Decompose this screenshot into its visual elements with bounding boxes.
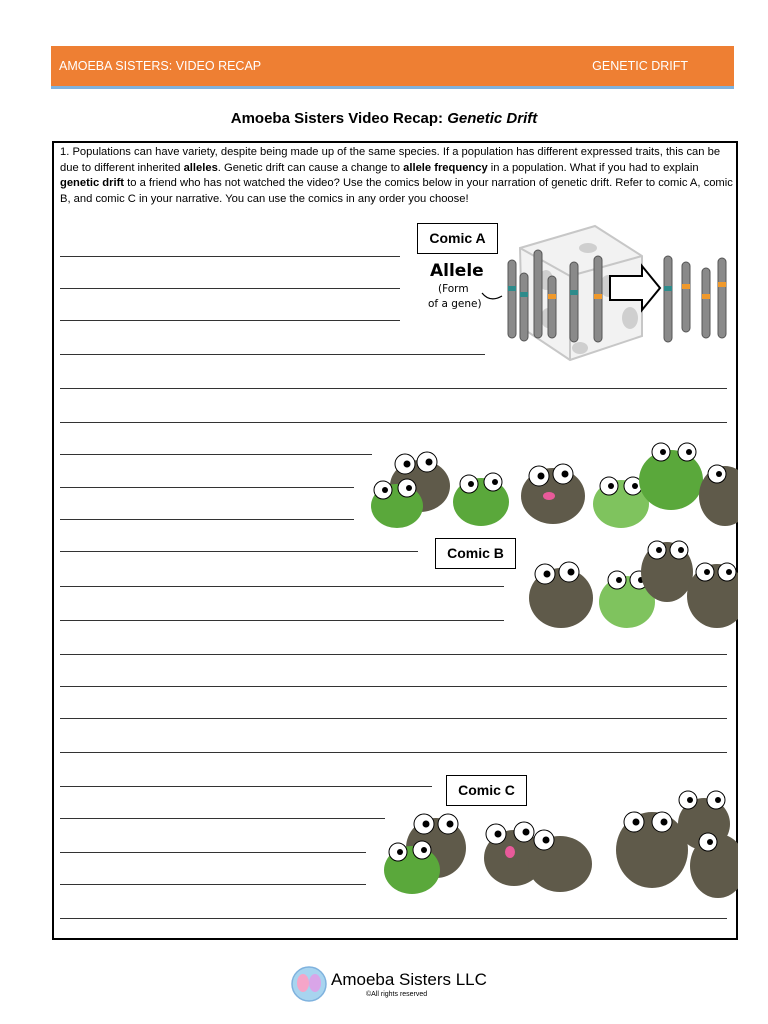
answer-line[interactable] xyxy=(60,487,354,488)
prompt-text-2: . Genetic drift can cause a change to xyxy=(217,161,404,174)
comic-a-label: Comic A xyxy=(417,223,498,254)
prompt-text-4: to a friend who has not watched the video? Use the comics below in your narration of genetic drift. Refer to comic A, comic B, and comic C in your narrative. You can use the comics in any order you choose! xyxy=(60,177,733,206)
question-prompt xyxy=(60,145,736,208)
frog-icon xyxy=(699,465,738,526)
answer-line[interactable] xyxy=(60,718,727,719)
frog-icon xyxy=(453,473,509,526)
frog-icon xyxy=(639,443,703,510)
prompt-text-3: in a population. What if you had to explain xyxy=(487,161,699,174)
title-italic: Genetic Drift xyxy=(447,110,538,127)
answer-line[interactable] xyxy=(60,752,727,753)
answer-line[interactable] xyxy=(60,388,727,389)
frog-icon xyxy=(371,479,423,528)
comic-a-dice-chromosomes-illustration xyxy=(420,218,738,368)
allele-paren-1: (Form xyxy=(438,283,469,295)
frog-icon xyxy=(528,830,592,892)
prompt-bold-genetic-drift: genetic drift xyxy=(60,177,125,190)
frog-icon xyxy=(616,812,688,888)
answer-line[interactable] xyxy=(60,654,727,655)
title-main: Amoeba Sisters Video Recap: xyxy=(230,110,448,127)
answer-line[interactable] xyxy=(60,786,432,787)
answer-line[interactable] xyxy=(60,256,400,257)
frog-icon xyxy=(641,541,693,602)
answer-line[interactable] xyxy=(60,422,727,423)
header-rule xyxy=(51,86,734,89)
prompt-text-1: 1. Populations can have variety, despite being made up of the same species. If a population has different expressed traits, this can be due to different inherited xyxy=(60,146,721,174)
answer-line[interactable] xyxy=(60,918,727,919)
footer-brand: Amoeba Sisters LLC xyxy=(331,970,487,989)
answer-line[interactable] xyxy=(60,686,727,687)
footer-rights: ©All rights reserved xyxy=(366,991,428,998)
frog-icon xyxy=(529,562,593,628)
header-right-title: GENETIC DRIFT xyxy=(592,59,688,73)
comic-c-label: Comic C xyxy=(446,775,527,806)
answer-line[interactable] xyxy=(60,519,354,520)
amoeba-sisters-logo-icon xyxy=(290,965,328,1003)
frog-icon xyxy=(687,563,738,628)
comic-b-label: Comic B xyxy=(435,538,516,569)
prompt-bold-allele-frequency: allele frequency xyxy=(403,161,488,174)
frog-icon xyxy=(521,464,585,524)
page-header xyxy=(51,46,734,86)
answer-line[interactable] xyxy=(60,884,366,885)
answer-line[interactable] xyxy=(60,852,366,853)
header-left-title: AMOEBA SISTERS: VIDEO RECAP xyxy=(59,59,262,73)
allele-word: Allele xyxy=(430,261,484,281)
comic-c-frogs-illustration xyxy=(378,788,738,904)
comic-b-frogs-illustration xyxy=(365,438,738,638)
page-title xyxy=(0,110,768,127)
answer-line[interactable] xyxy=(60,818,385,819)
answer-line[interactable] xyxy=(60,454,372,455)
answer-line[interactable] xyxy=(60,320,400,321)
prompt-bold-alleles: alleles xyxy=(183,161,218,174)
allele-paren-2: of a gene) xyxy=(428,298,482,310)
answer-line[interactable] xyxy=(60,288,400,289)
